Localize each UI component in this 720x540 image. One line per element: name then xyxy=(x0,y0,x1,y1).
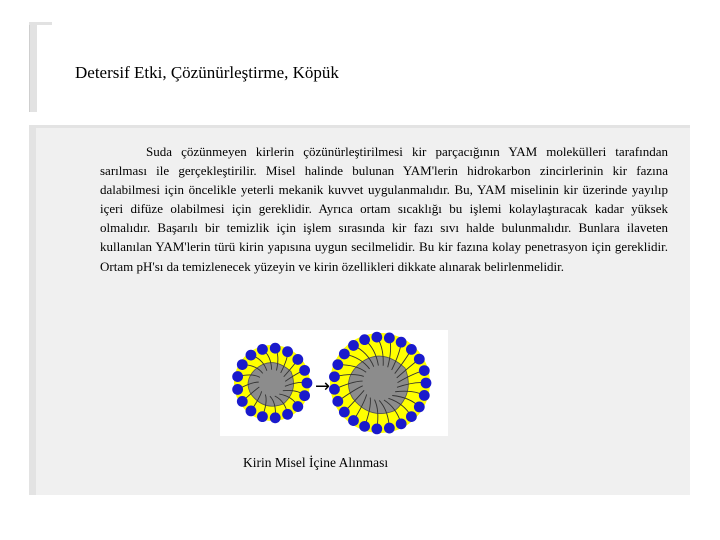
figure-caption: Kirin Misel İçine Alınması xyxy=(243,455,389,470)
paragraph-text: Suda çözünmeyen kirlerin çözünürleştirilmesi kir parçacığının YAM molekülleri tarafından sarılması ile gerçekleştirilir. Misel halinde bulunan YAM'lerin hidrokarbon zincirlerinin kir fazına dalabilmesi için öncelikle yeterli mekanik kuvvet uygulanmalıdır. Bu, YAM miselinin kir üzerinde yayılıp içeri difüze olabilmesi için gereklidir. Ayrıca ortam sıcaklığı bu işlemi kolaylaştıracak kadar yüksek olmalıdır. Başarılı bir temizlik için işlem sırasında kir fazı sıvı halde bulunmalıdır. Bunlara ilaveten kullanılan YAM'lerin türü kirin yapısına uygun secilmelidir. Bu kir fazına kolay penetrasyon için gereklidir. Ortam pH'sı da temizlenecek yüzeyin ve kirin özellikleri dikkate alınarak belirlenmelidir. xyxy=(100,144,668,274)
small-micelle-head xyxy=(270,412,281,423)
small-micelle-head xyxy=(299,365,310,376)
small-micelle-head xyxy=(257,411,268,422)
small-micelle-head xyxy=(232,371,243,382)
small-micelle-head xyxy=(292,354,303,365)
small-micelle-head xyxy=(237,359,248,370)
title-decoration-top xyxy=(29,22,52,25)
large-micelle-head xyxy=(348,340,359,351)
large-micelle-head xyxy=(421,378,432,389)
large-micelle-head xyxy=(329,384,340,395)
small-micelle-head xyxy=(299,390,310,401)
small-micelle-head xyxy=(302,378,313,389)
large-micelle-head xyxy=(419,390,430,401)
large-micelle-head xyxy=(371,332,382,343)
large-micelle-head xyxy=(419,365,430,376)
large-micelle-head xyxy=(406,411,417,422)
large-micelle-head xyxy=(414,354,425,365)
small-micelle-head xyxy=(270,343,281,354)
panel-top-border xyxy=(29,125,690,128)
large-micelle-head xyxy=(339,407,350,418)
small-micelle-head xyxy=(257,344,268,355)
large-micelle-head xyxy=(329,371,340,382)
large-micelle-head xyxy=(359,334,370,345)
body-paragraph xyxy=(100,142,668,276)
large-micelle-head xyxy=(371,423,382,434)
panel-left-border xyxy=(29,125,36,495)
large-micelle-head xyxy=(406,344,417,355)
small-micelle-head xyxy=(282,346,293,357)
large-micelle-head xyxy=(414,402,425,413)
small-micelle-head xyxy=(292,401,303,412)
large-micelle-head xyxy=(339,349,350,360)
large-micelle-head xyxy=(332,396,343,407)
large-micelle-head xyxy=(332,359,343,370)
large-micelle-head xyxy=(396,418,407,429)
small-micelle-head xyxy=(246,405,257,416)
large-micelle-head xyxy=(396,337,407,348)
large-micelle-head xyxy=(359,421,370,432)
large-micelle-head xyxy=(384,423,395,434)
micelle-diagram xyxy=(220,330,448,436)
small-micelle-head xyxy=(282,409,293,420)
slide-title: Detersif Etki, Çözünürleştirme, Köpük xyxy=(75,63,339,82)
large-micelle-head xyxy=(384,333,395,344)
large-micelle-head xyxy=(348,415,359,426)
small-micelle-head xyxy=(232,384,243,395)
arrow-icon: → xyxy=(315,376,331,397)
title-decoration xyxy=(29,22,37,112)
micelle-figure xyxy=(220,330,448,436)
small-micelle-head xyxy=(237,396,248,407)
small-micelle-head xyxy=(246,350,257,361)
